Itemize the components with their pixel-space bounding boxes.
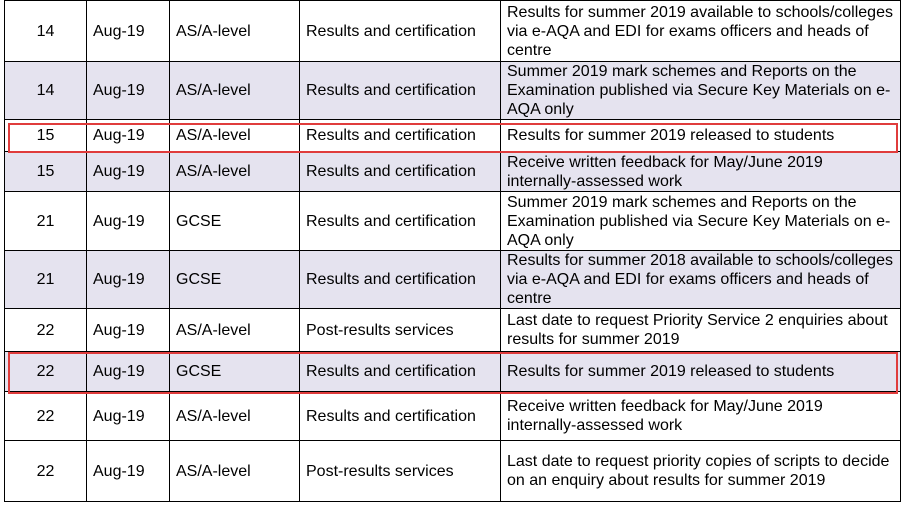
qualification-cell: AS/A-level bbox=[170, 1, 300, 62]
qualification-cell: GCSE bbox=[170, 251, 300, 309]
table-row bbox=[5, 62, 901, 120]
event-cell: Results for summer 2018 available to schools/colleges via e-AQA and EDI for exams officers and heads of centre bbox=[501, 251, 901, 309]
table-row bbox=[5, 392, 901, 441]
category-cell: Post-results services bbox=[300, 309, 501, 352]
month-cell: Aug-19 bbox=[87, 1, 170, 62]
day-cell: 15 bbox=[5, 152, 87, 192]
table-row bbox=[5, 352, 901, 392]
event-cell: Receive written feedback for May/June 2019 internally-assessed work bbox=[501, 392, 901, 441]
day-cell: 22 bbox=[5, 352, 87, 392]
event-cell: Receive written feedback for May/June 2019 internally-assessed work bbox=[501, 152, 901, 192]
month-cell: Aug-19 bbox=[87, 192, 170, 251]
category-cell: Results and certification bbox=[300, 152, 501, 192]
day-cell: 22 bbox=[5, 309, 87, 352]
month-cell: Aug-19 bbox=[87, 152, 170, 192]
table-row bbox=[5, 1, 901, 62]
table-row bbox=[5, 251, 901, 309]
qualification-cell: GCSE bbox=[170, 352, 300, 392]
qualification-cell: AS/A-level bbox=[170, 392, 300, 441]
exam-dates-table bbox=[4, 0, 901, 502]
category-cell: Results and certification bbox=[300, 120, 501, 152]
day-cell: 21 bbox=[5, 251, 87, 309]
table-row bbox=[5, 120, 901, 152]
category-cell: Results and certification bbox=[300, 62, 501, 120]
day-cell: 21 bbox=[5, 192, 87, 251]
month-cell: Aug-19 bbox=[87, 441, 170, 502]
table-row bbox=[5, 441, 901, 502]
event-cell: Results for summer 2019 released to students bbox=[501, 352, 901, 392]
day-cell: 14 bbox=[5, 1, 87, 62]
event-cell: Summer 2019 mark schemes and Reports on the Examination published via Secure Key Materials on e-AQA only bbox=[501, 62, 901, 120]
month-cell: Aug-19 bbox=[87, 392, 170, 441]
month-cell: Aug-19 bbox=[87, 62, 170, 120]
month-cell: Aug-19 bbox=[87, 309, 170, 352]
month-cell: Aug-19 bbox=[87, 120, 170, 152]
table-body bbox=[5, 1, 901, 502]
event-cell: Last date to request Priority Service 2 enquiries about results for summer 2019 bbox=[501, 309, 901, 352]
event-cell: Results for summer 2019 released to students bbox=[501, 120, 901, 152]
category-cell: Results and certification bbox=[300, 192, 501, 251]
table-row bbox=[5, 309, 901, 352]
month-cell: Aug-19 bbox=[87, 251, 170, 309]
day-cell: 14 bbox=[5, 62, 87, 120]
category-cell: Results and certification bbox=[300, 352, 501, 392]
category-cell: Results and certification bbox=[300, 251, 501, 309]
qualification-cell: AS/A-level bbox=[170, 309, 300, 352]
month-cell: Aug-19 bbox=[87, 352, 170, 392]
qualification-cell: AS/A-level bbox=[170, 441, 300, 502]
category-cell: Results and certification bbox=[300, 392, 501, 441]
category-cell: Results and certification bbox=[300, 1, 501, 62]
table-row bbox=[5, 192, 901, 251]
day-cell: 15 bbox=[5, 120, 87, 152]
day-cell: 22 bbox=[5, 392, 87, 441]
qualification-cell: AS/A-level bbox=[170, 62, 300, 120]
event-cell: Results for summer 2019 available to schools/colleges via e-AQA and EDI for exams officers and heads of centre bbox=[501, 1, 901, 62]
qualification-cell: AS/A-level bbox=[170, 120, 300, 152]
event-cell: Last date to request priority copies of scripts to decide on an enquiry about results for summer 2019 bbox=[501, 441, 901, 502]
table-row bbox=[5, 152, 901, 192]
event-cell: Summer 2019 mark schemes and Reports on the Examination published via Secure Key Materials on e-AQA only bbox=[501, 192, 901, 251]
day-cell: 22 bbox=[5, 441, 87, 502]
category-cell: Post-results services bbox=[300, 441, 501, 502]
qualification-cell: GCSE bbox=[170, 192, 300, 251]
qualification-cell: AS/A-level bbox=[170, 152, 300, 192]
